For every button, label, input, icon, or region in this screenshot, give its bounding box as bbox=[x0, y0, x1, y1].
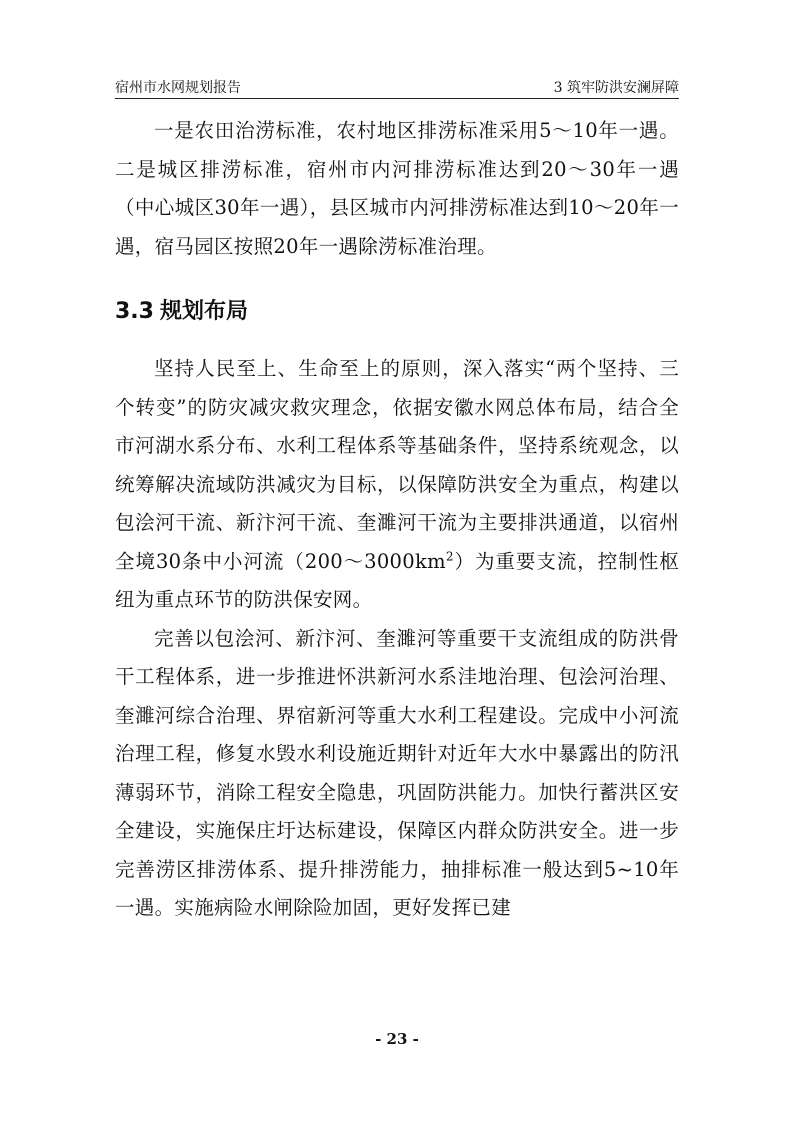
body-text bbox=[115, 112, 679, 928]
paragraph-layout-principles bbox=[115, 350, 679, 620]
paragraph-layout-text-b: ）为重要支流，控制性枢纽为重点环节的防洪保安网。 bbox=[115, 549, 679, 611]
paragraph-layout-text-a: 坚持人民至上、生命至上的原则，深入落实“两个坚持、三个转变”的防灾减灾救灾理念，依据安徽水网总体布局，结合全市河湖水系分布、水利工程体系等基础条件，坚持系统观念，以统筹解决流域防洪减灾为目标，以保障防洪安全为重点，构建以包浍河干流、新汴河干流、奎濉河干流为主要排洪通道，以宿州全境30条中小河流（200～3000km bbox=[115, 357, 679, 573]
header-chapter-title: 3 筑牢防洪安澜屏障 bbox=[553, 80, 679, 96]
page-number: - 23 - bbox=[375, 1030, 419, 1048]
paragraph-engineering-system: 完善以包浍河、新汴河、奎濉河等重要干支流组成的防洪骨干工程体系，进一步推进怀洪新河水系洼地治理、包浍河治理、奎濉河综合治理、界宿新河等重大水利工程建设。完成中小河流治理工程，修复水毁水利设施近期针对近年大水中暴露出的防汛薄弱环节，消除工程安全隐患，巩固防洪能力。加快行蓄洪区安全建设，实施保庄圩达标建设，保障区内群众防洪安全。进一步完善涝区排涝体系、提升排涝能力，抽排标准一般达到5~10年一遇。实施病险水闸除险加固，更好发挥已建 bbox=[115, 626, 679, 919]
paragraph-drainage-standards: 一是农田治涝标准，农村地区排涝标准采用5～10年一遇。二是城区排涝标准，宿州市内河排涝标准达到20～30年一遇（中心城区30年一遇），县区城市内河排涝标准达到10～20年一遇，宿马园区按照20年一遇除涝标准治理。 bbox=[115, 119, 679, 258]
header-report-title: 宿州市水网规划报告 bbox=[115, 80, 241, 96]
section-number: 3.3 bbox=[115, 299, 154, 324]
superscript-2: 2 bbox=[445, 549, 454, 563]
section-title: 规划布局 bbox=[159, 299, 248, 324]
running-header bbox=[115, 78, 679, 99]
section-heading bbox=[115, 292, 679, 332]
